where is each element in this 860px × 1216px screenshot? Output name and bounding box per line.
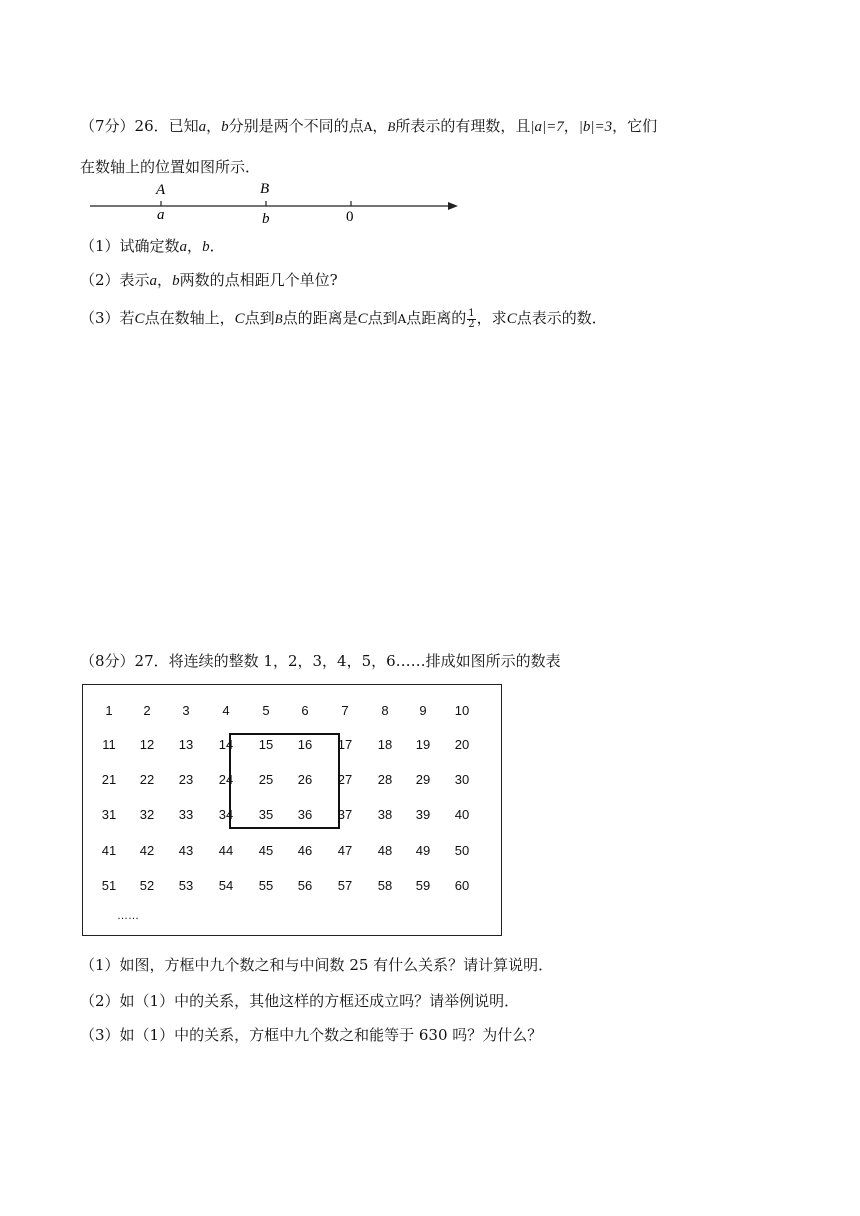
q26-sub3 bbox=[80, 308, 607, 330]
q26-text: ． bbox=[209, 237, 225, 255]
var-b: b bbox=[221, 119, 229, 135]
q26-text: 点在数轴上， bbox=[144, 309, 235, 327]
point-A: A bbox=[363, 120, 373, 134]
table-cell: 8 bbox=[381, 703, 389, 718]
table-cell: 34 bbox=[218, 807, 234, 822]
q26-text: 所表示的有理数，且 bbox=[395, 117, 531, 135]
table-cell: 41 bbox=[101, 843, 117, 858]
table-cell: 50 bbox=[454, 843, 470, 858]
table-cell: 2 bbox=[143, 703, 151, 718]
q26-text: 点到 bbox=[244, 309, 275, 327]
var-C: C bbox=[234, 311, 245, 327]
table-cell: 36 bbox=[297, 807, 313, 822]
table-cell: 12 bbox=[139, 737, 155, 752]
sep: ， bbox=[187, 237, 203, 255]
var-a: a bbox=[149, 273, 158, 289]
sep: ， bbox=[157, 271, 173, 289]
q26-sub1 bbox=[80, 236, 225, 257]
table-cell: 30 bbox=[454, 772, 470, 787]
table-cell: 52 bbox=[139, 878, 155, 893]
table-cell: 23 bbox=[178, 772, 194, 787]
q27-sub3: （3）如（1）中的关系，方框中九个数之和能等于 630 吗？为什么？ bbox=[80, 1026, 543, 1044]
var-C: C bbox=[357, 311, 368, 327]
table-cell: 38 bbox=[377, 807, 393, 822]
table-cell: 13 bbox=[178, 737, 194, 752]
q26-text: 点到 bbox=[367, 309, 398, 327]
table-cell: 6 bbox=[301, 703, 309, 718]
sep: ， bbox=[372, 117, 388, 135]
point-A: A bbox=[397, 312, 407, 326]
table-cell: 45 bbox=[258, 843, 274, 858]
q26-text: 点距离的 bbox=[406, 309, 467, 327]
table-cell: 18 bbox=[377, 737, 393, 752]
q26-line2: 在数轴上的位置如图所示． bbox=[80, 158, 261, 176]
q27-title: （8分）27．将连续的整数 1，2，3，4，5，6……排成如图所示的数表 bbox=[80, 652, 561, 670]
table-cell: 31 bbox=[101, 807, 117, 822]
abs-b: |b|=3 bbox=[578, 119, 613, 135]
q26-score: （7分） bbox=[80, 117, 135, 135]
table-cell: 24 bbox=[218, 772, 234, 787]
label-a: a bbox=[157, 207, 165, 223]
table-cell: 48 bbox=[377, 843, 393, 858]
table-cell: 22 bbox=[139, 772, 155, 787]
table-cell: 25 bbox=[258, 772, 274, 787]
table-cell: 55 bbox=[258, 878, 274, 893]
var-b: b bbox=[172, 273, 180, 289]
table-cell: 39 bbox=[415, 807, 431, 822]
label-0: 0 bbox=[346, 209, 354, 225]
label-B: B bbox=[260, 181, 270, 197]
var-b: b bbox=[202, 239, 210, 255]
table-cell: 28 bbox=[377, 772, 393, 787]
q26-line1 bbox=[80, 116, 657, 137]
q26-text: 点的距离是 bbox=[282, 309, 358, 327]
table-cell: 35 bbox=[258, 807, 274, 822]
q27-sub2: （2）如（1）中的关系，其他这样的方框还成立吗？请举例说明． bbox=[80, 992, 520, 1010]
fraction-half bbox=[467, 309, 475, 330]
var-a: a bbox=[179, 239, 188, 255]
frac-den: 2 bbox=[468, 318, 475, 330]
table-cell: 15 bbox=[258, 737, 274, 752]
q26-sub2 bbox=[80, 270, 338, 291]
label-b: b bbox=[262, 211, 270, 227]
table-cell: 37 bbox=[337, 807, 353, 822]
table-cell: 3 bbox=[182, 703, 190, 718]
frac-num: 1 bbox=[468, 307, 475, 319]
q26-text: 点表示的数． bbox=[516, 309, 607, 327]
number-table bbox=[82, 684, 502, 936]
table-cell: 54 bbox=[218, 878, 234, 893]
table-cell: 42 bbox=[139, 843, 155, 858]
q26-text: 分别是两个不同的点 bbox=[228, 117, 364, 135]
table-cell: 5 bbox=[262, 703, 270, 718]
table-cell: 60 bbox=[454, 878, 470, 893]
table-cell: 44 bbox=[218, 843, 234, 858]
table-cell: 4 bbox=[222, 703, 230, 718]
label-A: A bbox=[156, 182, 166, 198]
q27-sub1: （1）如图，方框中九个数之和与中间数 25 有什么关系？请计算说明． bbox=[80, 956, 554, 974]
table-cell: 11 bbox=[102, 737, 116, 752]
table-cell: 14 bbox=[218, 737, 234, 752]
table-cell: 53 bbox=[178, 878, 194, 893]
table-cell: 7 bbox=[341, 703, 349, 718]
table-cell: 21 bbox=[101, 772, 117, 787]
q26-text: （2）表示 bbox=[80, 271, 150, 289]
q26-text: 两数的点相距几个单位? bbox=[179, 271, 338, 289]
table-cell: 1 bbox=[105, 703, 113, 718]
table-cell: 40 bbox=[454, 807, 470, 822]
abs-a: |a|=7 bbox=[530, 119, 564, 135]
table-cell: 49 bbox=[415, 843, 431, 858]
point-B: B bbox=[274, 311, 283, 326]
table-cell: 56 bbox=[297, 878, 313, 893]
table-cell: 26 bbox=[297, 772, 313, 787]
q26-text: （3）若 bbox=[80, 309, 135, 327]
number-line-figure bbox=[84, 178, 464, 230]
table-cell: 27 bbox=[337, 772, 353, 787]
var-a: a bbox=[198, 119, 207, 135]
table-cell: 57 bbox=[337, 878, 353, 893]
var-C: C bbox=[506, 311, 517, 327]
q26-text: 已知 bbox=[168, 117, 199, 135]
sep: ， bbox=[563, 117, 579, 135]
table-cell: 58 bbox=[377, 878, 393, 893]
arrow-icon bbox=[448, 202, 458, 210]
table-cell: 9 bbox=[419, 703, 427, 718]
table-cell: 47 bbox=[337, 843, 353, 858]
q26-text: ，它们 bbox=[612, 117, 658, 135]
table-cell: 20 bbox=[454, 737, 470, 752]
q26-number: 26． bbox=[134, 117, 169, 135]
table-cell: 17 bbox=[337, 737, 353, 752]
table-cell: 16 bbox=[297, 737, 313, 752]
table-ellipsis: …… bbox=[117, 910, 139, 922]
table-cell: 46 bbox=[297, 843, 313, 858]
sep: ， bbox=[206, 117, 222, 135]
table-cell: 19 bbox=[415, 737, 431, 752]
table-cell: 59 bbox=[415, 878, 431, 893]
table-cell: 51 bbox=[101, 878, 117, 893]
table-cell: 29 bbox=[415, 772, 431, 787]
table-cell: 33 bbox=[178, 807, 194, 822]
table-cell: 32 bbox=[139, 807, 155, 822]
table-cell: 10 bbox=[454, 703, 470, 718]
point-B: B bbox=[387, 119, 396, 134]
q26-text: ，求 bbox=[476, 309, 507, 327]
q26-text: （1）试确定数 bbox=[80, 237, 180, 255]
var-C: C bbox=[134, 311, 145, 327]
table-cell: 43 bbox=[178, 843, 194, 858]
